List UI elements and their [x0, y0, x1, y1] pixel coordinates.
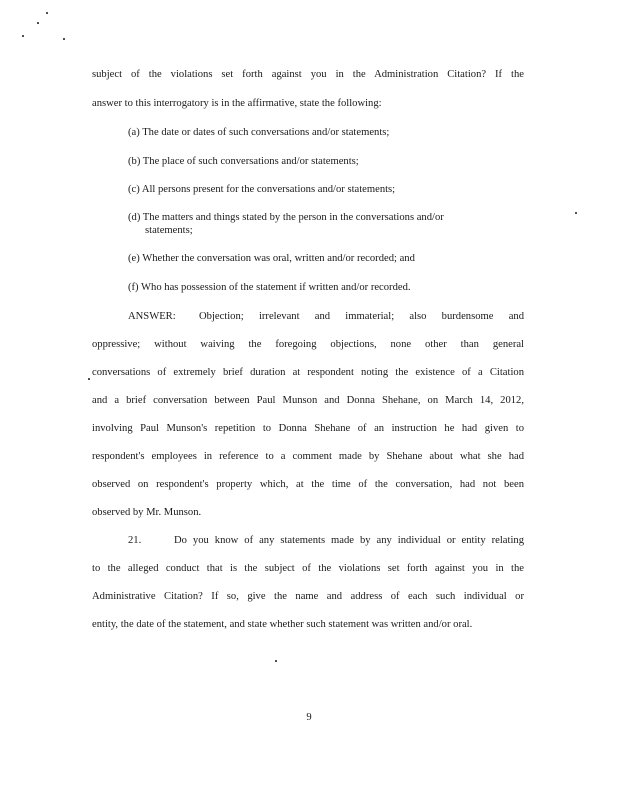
interrogatory-line: Do you know of any statements made by any individual or entity relating	[174, 535, 524, 546]
list-item: statements;	[145, 225, 193, 236]
list-item: (d) The matters and things stated by the person in the conversations and/or	[128, 212, 444, 223]
list-item: (a) The date or dates of such conversations and/or statements;	[128, 127, 390, 138]
answer-line: observed on respondent's property which, at the time of the conversation, had not been	[92, 479, 524, 490]
answer-line: involving Paul Munson's repetition to Donna Shehane of an instruction he had given to	[92, 423, 524, 434]
paragraph-line: subject of the violations set forth against you in the Administration Citation? If the	[92, 69, 524, 80]
list-item: (b) The place of such conversations and/or statements;	[128, 156, 359, 167]
answer-line: and a brief conversation between Paul Munson and Donna Shehane, on March 14, 2012,	[92, 395, 524, 406]
scan-speck	[37, 22, 39, 24]
answer-line: Objection; irrelevant and immaterial; also burdensome and	[199, 311, 524, 322]
scan-speck	[275, 660, 277, 662]
interrogatory-line: Administrative Citation? If so, give the name and address of each such individual or	[92, 591, 524, 602]
scan-speck	[575, 212, 577, 214]
scan-speck	[46, 12, 48, 14]
answer-line: respondent's employees in reference to a comment made by Shehane about what she had	[92, 451, 524, 462]
scan-speck	[22, 35, 24, 37]
list-item: (f) Who has possession of the statement if written and/or recorded.	[128, 282, 411, 293]
page-number: 9	[306, 712, 312, 723]
answer-line: oppressive; without waiving the foregoing objections, none other than general	[92, 339, 524, 350]
interrogatory-line: entity, the date of the statement, and state whether such statement was written and/or oral.	[92, 619, 473, 630]
list-item: (e) Whether the conversation was oral, written and/or recorded; and	[128, 253, 415, 264]
answer-line: conversations of extremely brief duration at respondent noting the existence of a Citation	[92, 367, 524, 378]
interrogatory-number: 21.	[128, 535, 142, 546]
interrogatory-line: to the alleged conduct that is the subject of the violations set forth against you in the	[92, 563, 524, 574]
scan-speck	[63, 38, 65, 40]
answer-line: observed by Mr. Munson.	[92, 507, 202, 518]
paragraph-line: answer to this interrogatory is in the affirmative, state the following:	[92, 98, 382, 109]
scan-speck	[88, 378, 90, 380]
list-item: (c) All persons present for the conversations and/or statements;	[128, 184, 396, 195]
answer-label: ANSWER:	[128, 311, 176, 322]
